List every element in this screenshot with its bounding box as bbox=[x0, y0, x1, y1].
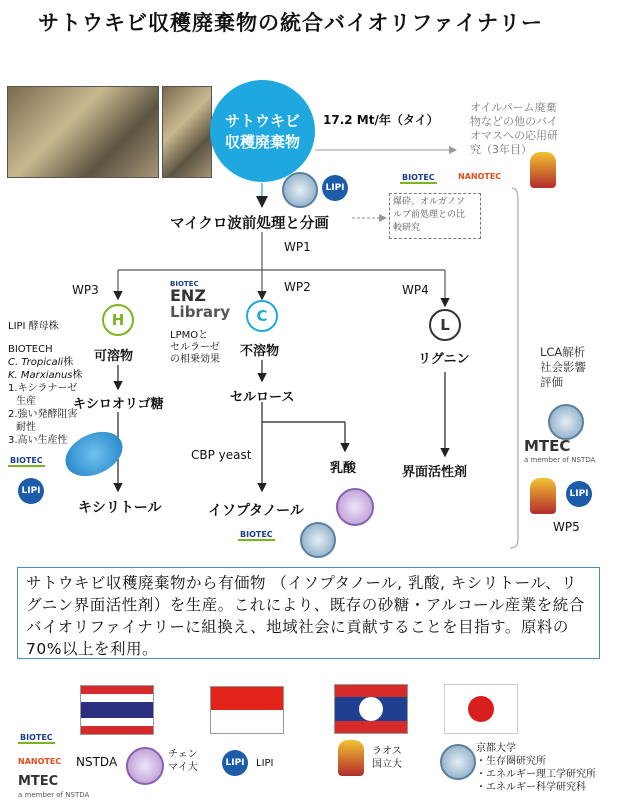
surfactant-label: 界面活性剤 bbox=[402, 465, 468, 480]
wp3-label: WP3 bbox=[72, 283, 99, 297]
feature2a: 2.強い発酵阻害 bbox=[8, 409, 78, 420]
japan-flag-circle bbox=[468, 696, 494, 722]
kyoto-seal-bottom-icon bbox=[440, 744, 476, 780]
yeast-strain-notes bbox=[8, 320, 83, 447]
biotec-logo-center: BIOTEC bbox=[240, 530, 273, 539]
kyoto-university-block bbox=[476, 742, 596, 794]
thailand-flag-icon bbox=[80, 685, 154, 735]
lca-l2: 社会影響 bbox=[540, 360, 586, 374]
other-l1: オイルパーム廃棄 bbox=[470, 101, 557, 114]
insoluble-label: 不溶物 bbox=[240, 344, 280, 359]
feature3: 3.高い生産性 bbox=[8, 435, 68, 446]
strain2 bbox=[8, 369, 83, 382]
xylooligosaccharide-label: キシロオリゴ糖 bbox=[73, 397, 164, 412]
biotec-logo-left: BIOTEC bbox=[10, 456, 43, 465]
cbp-yeast-label: CBP yeast bbox=[191, 448, 252, 462]
mtec-sub-right: a member of NSTDA bbox=[524, 456, 596, 464]
compare-l1: 爆砕、オルガノソ bbox=[393, 197, 466, 207]
wp4-label: WP4 bbox=[402, 283, 429, 297]
production-label: 17.2 Mt/年（タイ） bbox=[323, 113, 439, 127]
lipi-logo-bottom-icon: LIPI bbox=[222, 750, 248, 776]
kyoto-item-1: ・生存圏研究所 bbox=[476, 756, 546, 767]
compare-l3: 較研究 bbox=[393, 223, 421, 233]
biotech-label: BIOTECH bbox=[8, 344, 53, 355]
enz-small: BIOTEC bbox=[170, 280, 199, 288]
cellulose-c-icon: C bbox=[246, 300, 278, 332]
kyoto-label: 京都大学 bbox=[476, 743, 516, 754]
lactic-acid-label: 乳酸 bbox=[330, 461, 357, 476]
lipi-logo-left-icon: LIPI bbox=[18, 478, 44, 504]
laos-emblem-right-icon bbox=[530, 478, 556, 514]
hub-line2: 収穫廃棄物 bbox=[224, 133, 300, 151]
nstda-label: NSTDA bbox=[76, 755, 118, 769]
chiang-mai-seal-bottom-icon bbox=[126, 747, 164, 785]
lpmo-l3: の相乗効果 bbox=[170, 354, 220, 365]
kyoto-seal-right-icon bbox=[548, 404, 584, 440]
wp1-label: WP1 bbox=[284, 240, 311, 254]
other-l3: オマスへの応用研 bbox=[470, 129, 558, 142]
field-photo bbox=[7, 86, 159, 178]
enz-big2: Library bbox=[170, 303, 231, 321]
other-l2: 物などの他のバイ bbox=[470, 115, 558, 128]
isobutanol-label: イソプタノール bbox=[208, 503, 304, 519]
lca-l3: 評価 bbox=[540, 375, 563, 389]
lipi-logo-right-icon: LIPI bbox=[566, 481, 592, 507]
strain2-suffix: 株 bbox=[72, 370, 83, 381]
lpmo-note bbox=[170, 330, 220, 366]
lipi-label: LIPI bbox=[256, 758, 274, 769]
indonesia-flag-icon bbox=[210, 686, 284, 734]
laos-emblem-bottom-icon bbox=[338, 740, 364, 776]
lca-l1: LCA解析 bbox=[540, 345, 586, 359]
biotec-logo-bottom: BIOTEC bbox=[20, 733, 53, 742]
feature1a: 1.キシラナーゼ bbox=[8, 383, 78, 394]
comparison-study-box bbox=[389, 193, 481, 239]
strain2-name: K. Marxianus bbox=[8, 370, 73, 381]
laos-univ-label: ラオス 国立大 bbox=[372, 746, 402, 770]
chiang-mai-label: チェン マイ大 bbox=[168, 749, 198, 773]
other-biomass-note bbox=[470, 101, 558, 157]
lca-note bbox=[540, 345, 586, 390]
nanotec-logo-top: NANOTEC bbox=[458, 172, 502, 181]
wp5-label: WP5 bbox=[553, 520, 580, 534]
other-l4: 究（3年目） bbox=[470, 143, 532, 156]
lpmo-l2: セルラーゼ bbox=[170, 342, 220, 353]
enz-big1: ENZ bbox=[170, 286, 206, 305]
strain1-suffix: 株 bbox=[63, 357, 74, 368]
mtec-logo-bottom: MTEC bbox=[18, 774, 59, 789]
nanotec-logo-bottom: NANOTEC bbox=[18, 757, 62, 766]
kyoto-seal-center-icon bbox=[300, 522, 336, 558]
lipi-strain: LIPI 酵母株 bbox=[8, 321, 59, 332]
wp2-label: WP2 bbox=[284, 280, 311, 294]
kyoto-seal-icon bbox=[282, 172, 318, 208]
strain1 bbox=[8, 356, 83, 369]
microwave-step: マイクロ波前処理と分画 bbox=[170, 216, 329, 232]
lpmo-l1: LPMOと bbox=[170, 330, 209, 341]
mtec-sub-bottom: a member of NSTDA bbox=[18, 791, 90, 799]
strain1-name: C. Tropicali bbox=[8, 357, 64, 368]
lignin-l-icon: L bbox=[429, 309, 461, 341]
page-title: サトウキビ収穫廃棄物の統合バイオリファイナリー bbox=[38, 11, 543, 35]
hub-line1: サトウキビ bbox=[224, 112, 300, 130]
enz-library-logo bbox=[170, 280, 240, 320]
hemicellulose-h-icon: H bbox=[102, 304, 134, 336]
hub-circle bbox=[210, 80, 315, 182]
feature1b: 生産 bbox=[16, 396, 36, 407]
kyoto-item-3: ・エネルギー科学研究科 bbox=[476, 782, 586, 793]
compare-l2: ルブ前処理との比 bbox=[393, 210, 466, 220]
xylitol-label: キシリトール bbox=[78, 500, 162, 516]
laos-flag-icon bbox=[334, 684, 408, 734]
lignin-label: リグニン bbox=[418, 352, 470, 367]
summary-box: サトウキビ収穫廃棄物から有価物 （イソプタノール, 乳酸, キシリトール、リグニン界面活性剤）を生産。これにより、既存の砂糖・アルコール産業を統合バイオリファイナリーに組換え、地域社会に貢献することを目指す。原料の70%以上を利用。 bbox=[17, 567, 600, 659]
mtec-logo-right: MTEC bbox=[524, 437, 571, 455]
lipi-logo-icon: LIPI bbox=[322, 175, 348, 201]
soluble-label: 可溶物 bbox=[94, 349, 134, 364]
cellulose-label: セルロース bbox=[230, 390, 295, 405]
kyoto-item-2: ・エネルギー理工学研究所 bbox=[476, 769, 596, 780]
feature2b: 耐性 bbox=[16, 422, 36, 433]
japan-flag-icon bbox=[444, 684, 518, 734]
biomass-photo bbox=[162, 86, 212, 178]
laos-flag-circle bbox=[359, 697, 383, 721]
biotec-logo-top: BIOTEC bbox=[402, 173, 435, 182]
chiang-mai-seal-icon bbox=[336, 488, 374, 526]
laos-university-emblem-icon bbox=[530, 152, 556, 188]
